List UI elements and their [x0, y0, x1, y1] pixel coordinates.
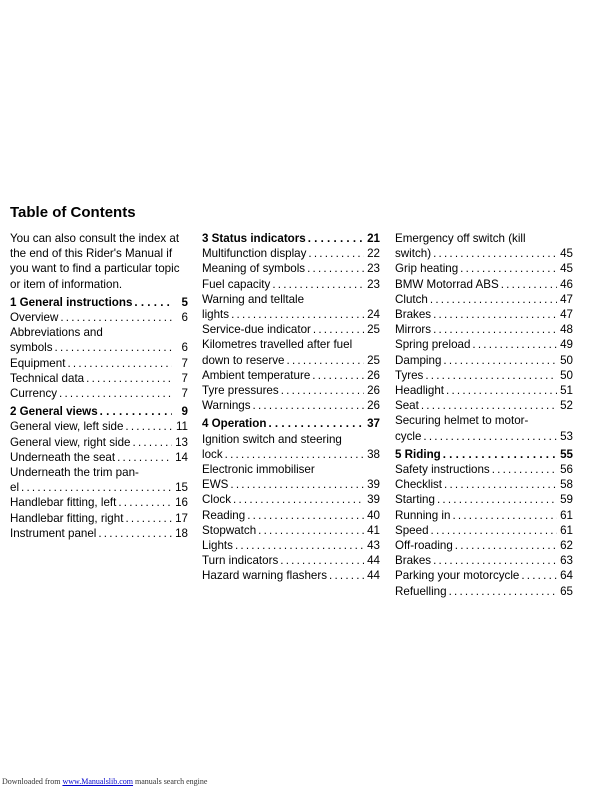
toc-entry-text: Emergency off switch (kill — [395, 232, 526, 245]
toc-page-number: 50 — [560, 353, 573, 367]
toc-page-number: 44 — [367, 569, 380, 583]
toc-entry-label: Headlight — [395, 384, 444, 398]
dot-leader — [118, 495, 172, 510]
toc-entry-label: switch) — [395, 247, 432, 261]
toc-entry-label: cycle — [395, 429, 422, 443]
toc-entry-label: 5 Riding — [395, 447, 441, 461]
toc-entry[interactable] — [395, 429, 573, 444]
toc-entry-label: Turn indicators — [202, 554, 279, 568]
dot-leader — [67, 356, 172, 371]
toc-entry-label: Meaning of symbols — [202, 262, 306, 276]
toc-entry[interactable] — [10, 340, 188, 355]
toc-entry[interactable] — [395, 492, 573, 507]
toc-entry-label: 4 Operation — [202, 417, 267, 431]
toc-page-number: 11 — [175, 420, 188, 434]
toc-entry-label: Multifunction display — [202, 247, 307, 261]
dot-leader — [423, 429, 557, 444]
toc-chapter-entry[interactable] — [10, 295, 188, 310]
toc-page-number: 61 — [560, 508, 573, 522]
toc-page-number: 44 — [367, 554, 380, 568]
toc-chapter-entry[interactable] — [202, 231, 380, 246]
toc-entry[interactable] — [202, 307, 380, 322]
dot-leader — [55, 340, 172, 355]
toc-entry-label: lock — [202, 447, 223, 461]
toc-page-number: 6 — [181, 311, 188, 325]
toc-entry[interactable] — [202, 368, 380, 383]
dot-leader — [472, 337, 557, 352]
toc-page-number: 51 — [560, 384, 573, 398]
toc-page-number: 7 — [181, 387, 188, 401]
toc-entry[interactable] — [202, 477, 380, 492]
toc-list-2 — [202, 231, 380, 584]
toc-entry[interactable] — [10, 526, 188, 541]
dot-leader — [233, 492, 364, 507]
toc-page-number: 62 — [560, 539, 573, 553]
toc-page-number: 43 — [367, 539, 380, 553]
dot-leader — [133, 435, 172, 450]
toc-page-number: 7 — [181, 356, 188, 370]
toc-page-number: 24 — [367, 308, 380, 322]
toc-entry-label: Seat — [395, 399, 419, 413]
dot-leader — [444, 477, 557, 492]
toc-page-number: 25 — [367, 353, 380, 367]
dot-leader — [60, 310, 172, 325]
dot-leader — [134, 295, 172, 310]
dot-leader — [225, 447, 364, 462]
toc-entry-label: BMW Motorrad ABS — [395, 277, 499, 291]
toc-entry-text: Securing helmet to motor- — [395, 414, 529, 428]
download-footer — [2, 777, 207, 786]
dot-leader — [329, 568, 364, 583]
dot-leader — [308, 246, 364, 261]
toc-page-number: 21 — [367, 232, 380, 245]
toc-page-number: 17 — [175, 511, 188, 525]
toc-entry-text: Warning and telltale — [202, 292, 305, 306]
toc-entry[interactable] — [202, 538, 380, 553]
toc-entry-label: lights — [202, 308, 230, 322]
dot-leader — [501, 277, 557, 292]
dot-leader — [425, 368, 557, 383]
toc-page-number: 13 — [175, 435, 188, 449]
toc-page-number: 26 — [367, 368, 380, 382]
dot-leader — [452, 508, 557, 523]
toc-chapter-entry[interactable] — [10, 404, 188, 419]
dot-leader — [98, 526, 172, 541]
toc-entry[interactable] — [395, 462, 573, 477]
dot-leader — [443, 353, 557, 368]
toc-page-number: 63 — [560, 554, 573, 568]
toc-entry-label: Instrument panel — [10, 526, 97, 540]
dot-leader — [443, 447, 557, 462]
toc-page-number: 45 — [560, 247, 573, 261]
toc-entry-label: Brakes — [395, 308, 432, 322]
dot-leader — [100, 404, 172, 419]
toc-entry[interactable] — [10, 450, 188, 465]
toc-entry[interactable] — [202, 353, 380, 368]
toc-entry[interactable] — [202, 261, 380, 276]
toc-page-number: 14 — [175, 450, 188, 464]
toc-entry[interactable] — [202, 553, 380, 568]
toc-page-number: 41 — [367, 523, 380, 537]
toc-entry[interactable] — [10, 480, 188, 495]
toc-page-number: 49 — [560, 338, 573, 352]
toc-entry-label: Lights — [202, 539, 233, 553]
toc-entry-label: el — [10, 481, 20, 495]
toc-page-number: 6 — [181, 341, 188, 355]
toc-entry[interactable] — [395, 337, 573, 352]
toc-entry[interactable] — [395, 477, 573, 492]
toc-entry-label: 1 General instructions — [10, 295, 133, 309]
toc-page-number: 64 — [560, 569, 573, 583]
toc-entry-label: Tyre pressures — [202, 384, 279, 398]
dot-leader — [433, 307, 557, 322]
toc-entry[interactable] — [395, 277, 573, 292]
dot-leader — [431, 523, 557, 538]
toc-entry-label: down to reserve — [202, 353, 285, 367]
toc-entry-label: Clock — [202, 493, 231, 507]
toc-entry[interactable] — [395, 553, 573, 568]
dot-leader — [455, 538, 557, 553]
dot-leader — [521, 568, 557, 583]
toc-entry-label: Fuel capacity — [202, 277, 271, 291]
dot-leader — [437, 492, 557, 507]
toc-entry[interactable] — [395, 353, 573, 368]
toc-entry[interactable] — [395, 523, 573, 538]
dot-leader — [117, 450, 172, 465]
toc-entry-label: Underneath the seat — [10, 450, 116, 464]
dot-leader — [308, 231, 364, 246]
toc-entry[interactable] — [202, 398, 380, 413]
toc-entry[interactable] — [202, 246, 380, 261]
toc-entry[interactable] — [202, 492, 380, 507]
toc-entry[interactable] — [395, 568, 573, 583]
dot-leader — [312, 368, 364, 383]
dot-leader — [433, 553, 557, 568]
dot-leader — [492, 462, 557, 477]
dot-leader — [460, 261, 557, 276]
toc-entry[interactable] — [395, 584, 573, 599]
dot-leader — [125, 419, 172, 434]
dot-leader — [272, 277, 364, 292]
toc-page-number: 38 — [367, 447, 380, 461]
toc-entry-label: 2 General views — [10, 405, 98, 419]
toc-list-1 — [10, 295, 188, 541]
toc-entry-label: Ambient temperature — [202, 368, 311, 382]
toc-page-number: 26 — [367, 384, 380, 398]
toc-page-number: 59 — [560, 493, 573, 507]
dot-leader — [268, 416, 364, 431]
toc-page-number: 16 — [175, 496, 188, 510]
toc-page-number: 18 — [175, 526, 188, 540]
toc-page-number: 48 — [560, 323, 573, 337]
dot-leader — [280, 553, 364, 568]
toc-entry-label: Speed — [395, 523, 429, 537]
footer-prefix: Downloaded from — [2, 777, 63, 786]
toc-page-number: 23 — [367, 277, 380, 291]
toc-page-number: 52 — [560, 399, 573, 413]
dot-leader — [313, 322, 364, 337]
dot-leader — [433, 322, 557, 337]
toc-entry[interactable] — [395, 246, 573, 261]
footer-link[interactable]: www.Manualslib.com — [62, 777, 134, 786]
toc-page-number: 50 — [560, 368, 573, 382]
toc-page-number: 46 — [560, 277, 573, 291]
toc-page-number: 47 — [560, 308, 573, 322]
toc-page-number: 7 — [181, 371, 188, 385]
toc-entry[interactable] — [395, 261, 573, 276]
toc-entry-label: Service-due indicator — [202, 323, 311, 337]
toc-page-number: 25 — [367, 323, 380, 337]
toc-page-number: 55 — [560, 447, 573, 461]
toc-entry[interactable] — [395, 508, 573, 523]
toc-entry-text: Underneath the trim pan- — [10, 466, 139, 480]
dot-leader — [230, 477, 364, 492]
toc-entry[interactable] — [10, 310, 188, 325]
dot-leader — [430, 292, 557, 307]
toc-entry[interactable] — [395, 538, 573, 553]
toc-page-number: 23 — [367, 262, 380, 276]
dot-leader — [433, 246, 557, 261]
toc-entry-label: Currency — [10, 387, 58, 401]
toc-page-number: 56 — [560, 463, 573, 477]
dot-leader — [449, 584, 557, 599]
toc-entry-label: Off-roading — [395, 539, 453, 553]
dot-leader — [253, 398, 364, 413]
toc-entry-label: Parking your motorcycle — [395, 569, 520, 583]
toc-entry[interactable] — [202, 277, 380, 292]
toc-page-number: 47 — [560, 292, 573, 306]
toc-page-number: 39 — [367, 478, 380, 492]
dot-leader — [59, 386, 172, 401]
toc-entry[interactable] — [395, 307, 573, 322]
toc-entry-label: Running in — [395, 508, 451, 522]
toc-page-number: 58 — [560, 478, 573, 492]
toc-entry[interactable] — [395, 322, 573, 337]
toc-page-number: 53 — [560, 429, 573, 443]
toc-page-number: 65 — [560, 584, 573, 598]
toc-entry-text: Ignition switch and steering — [202, 432, 342, 446]
toc-page-number: 37 — [367, 417, 380, 431]
toc-entry[interactable] — [395, 292, 573, 307]
dot-leader — [125, 511, 172, 526]
toc-entry-label: Warnings — [202, 399, 251, 413]
toc-page-number: 9 — [181, 405, 188, 419]
toc-entry[interactable] — [10, 386, 188, 401]
dot-leader — [21, 480, 172, 495]
toc-entry-label: Handlebar fitting, right — [10, 511, 124, 525]
toc-entry-label: Grip heating — [395, 262, 459, 276]
toc-entry-label: Reading — [202, 508, 246, 522]
toc-entry-label: Starting — [395, 493, 435, 507]
toc-entry-label: EWS — [202, 478, 229, 492]
toc-entry-text: Abbreviations and — [10, 326, 103, 340]
dot-leader — [281, 383, 364, 398]
toc-entry-label: Clutch — [395, 292, 428, 306]
toc-column-3 — [395, 231, 573, 599]
toc-column-1 — [10, 231, 188, 541]
dot-leader — [86, 371, 172, 386]
dot-leader — [446, 383, 557, 398]
toc-entry-label: Hazard warning flashers — [202, 569, 328, 583]
toc-entry[interactable] — [202, 508, 380, 523]
toc-entry-label: Refuelling — [395, 584, 447, 598]
dot-leader — [421, 398, 557, 413]
toc-entry-text: Kilometres travelled after fuel — [202, 338, 353, 352]
toc-entry-label: General view, left side — [10, 420, 124, 434]
toc-chapter-entry[interactable] — [202, 416, 380, 431]
toc-entry[interactable] — [202, 523, 380, 538]
toc-entry-label: General view, right side — [10, 435, 131, 449]
toc-entry-label: Brakes — [395, 554, 432, 568]
toc-entry[interactable] — [395, 383, 573, 398]
toc-entry-label: Equipment — [10, 356, 66, 370]
toc-entry[interactable] — [202, 322, 380, 337]
toc-chapter-entry[interactable] — [395, 447, 573, 462]
toc-entry-label: Overview — [10, 311, 59, 325]
toc-page-number: 45 — [560, 262, 573, 276]
toc-entry[interactable] — [395, 368, 573, 383]
toc-entry[interactable] — [10, 356, 188, 371]
toc-entry-text: Electronic immobiliser — [202, 463, 315, 477]
toc-page-number: 15 — [175, 481, 188, 495]
toc-column-2 — [202, 231, 380, 584]
toc-page-number: 22 — [367, 247, 380, 261]
toc-page-number: 5 — [181, 295, 188, 309]
toc-entry[interactable] — [10, 511, 188, 526]
toc-entry[interactable] — [202, 447, 380, 462]
dot-leader — [307, 261, 364, 276]
page-title: Table of Contents — [10, 204, 136, 221]
toc-entry-label: Damping — [395, 353, 442, 367]
toc-entry-label: Handlebar fitting, left — [10, 496, 117, 510]
dot-leader — [235, 538, 364, 553]
toc-page-number: 26 — [367, 399, 380, 413]
footer-suffix: manuals search engine — [133, 777, 208, 786]
toc-list-3 — [395, 231, 573, 599]
toc-entry[interactable] — [202, 383, 380, 398]
dot-leader — [287, 353, 365, 368]
toc-page-number: 39 — [367, 493, 380, 507]
toc-entry[interactable] — [10, 419, 188, 434]
toc-entry[interactable] — [10, 435, 188, 450]
dot-leader — [231, 307, 364, 322]
toc-entry[interactable] — [10, 495, 188, 510]
toc-entry-label: Stopwatch — [202, 523, 257, 537]
toc-entry-label: Safety instructions — [395, 463, 490, 477]
toc-entry-label: Tyres — [395, 368, 424, 382]
toc-entry[interactable] — [10, 371, 188, 386]
toc-entry[interactable] — [202, 568, 380, 583]
toc-entry-label: Mirrors — [395, 323, 432, 337]
toc-entry-label: Technical data — [10, 371, 85, 385]
toc-entry-label: Checklist — [395, 478, 443, 492]
toc-entry-label: 3 Status indicators — [202, 232, 306, 245]
toc-entry[interactable] — [395, 398, 573, 413]
toc-entry-label: Spring preload — [395, 338, 471, 352]
toc-entry-label: symbols — [10, 341, 53, 355]
intro-text: You can also consult the index at the end of this Rider's Manual if you want to find a particular topic or item of information. — [10, 232, 180, 291]
toc-page-number: 61 — [560, 523, 573, 537]
dot-leader — [247, 508, 364, 523]
toc-page-number: 40 — [367, 508, 380, 522]
dot-leader — [258, 523, 364, 538]
